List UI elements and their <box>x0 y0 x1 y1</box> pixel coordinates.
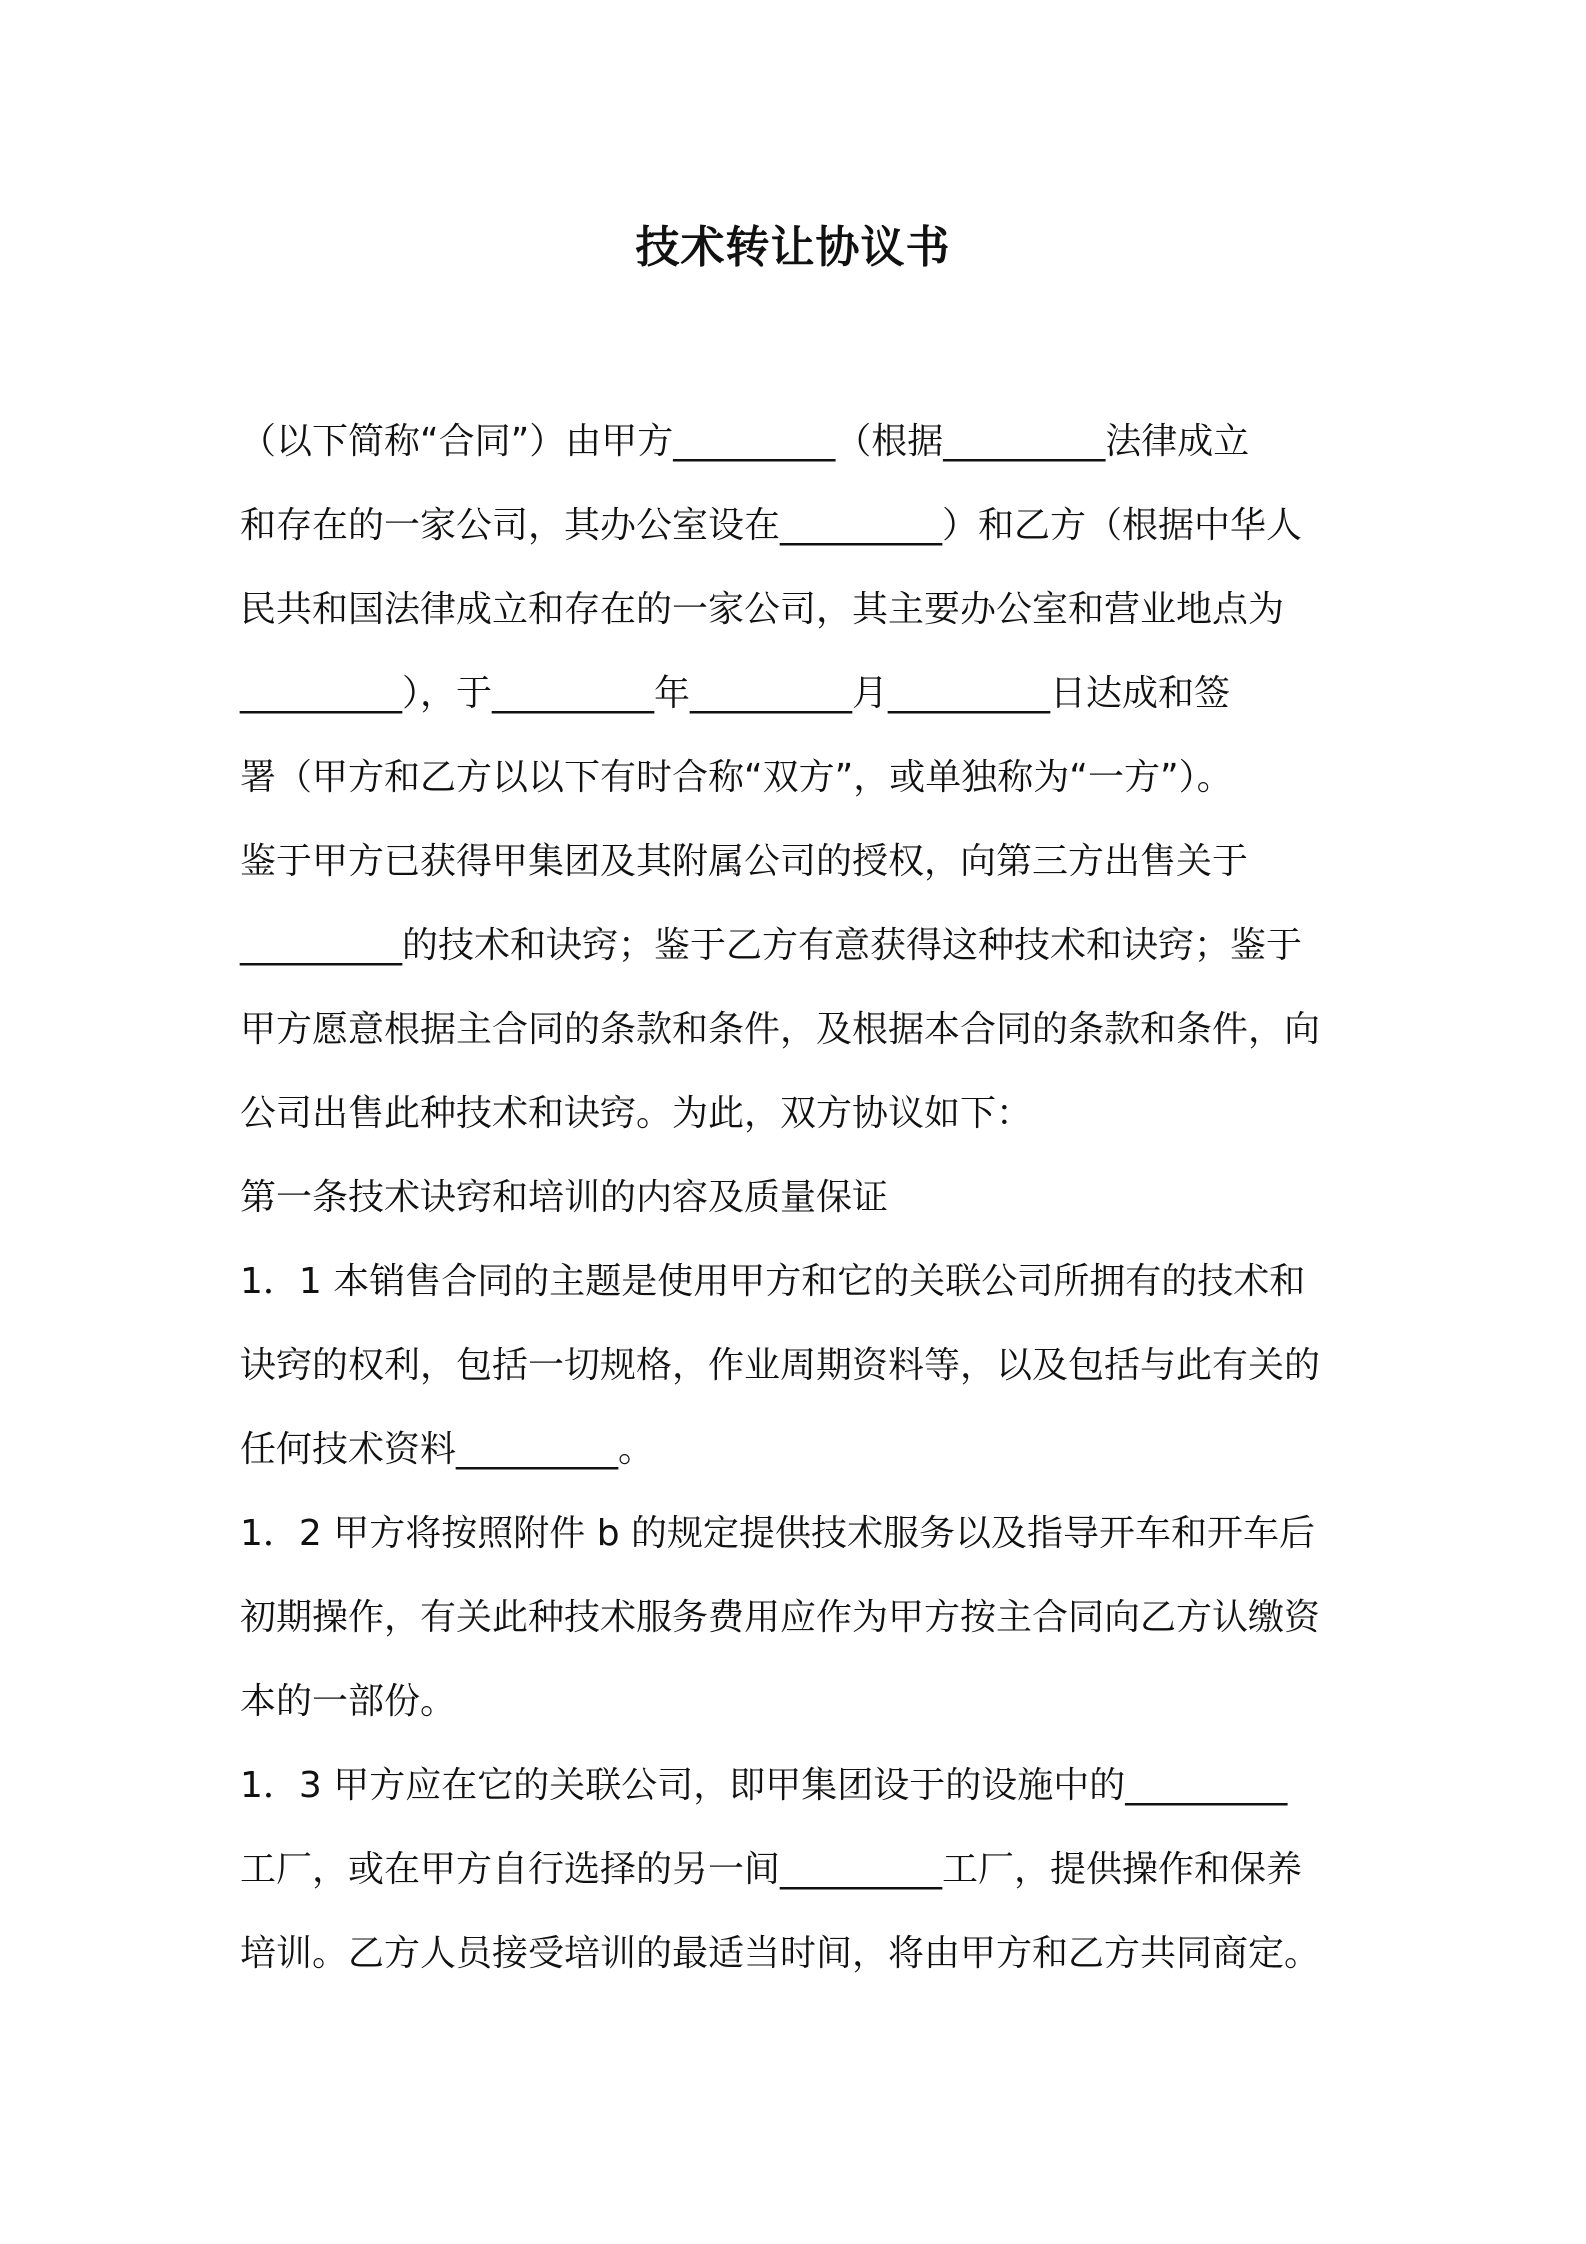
text-line: 鉴于甲方已获得甲集团及其附属公司的授权，向第三方出售关于 <box>240 841 1249 882</box>
text-line: 工厂，或在甲方自行选择的另一间_________工厂，提供操作和保养 <box>240 1849 1303 1890</box>
document-title: 技术转让协议书 <box>635 222 951 273</box>
text-line: 公司出售此种技术和诀窍。为此，双方协议如下： <box>240 1093 1033 1134</box>
text-line: _________的技术和诀窍；鉴于乙方有意获得这种技术和诀窍；鉴于 <box>240 925 1303 966</box>
section-heading: 第一条技术诀窍和培训的内容及质量保证 <box>240 1177 889 1218</box>
text-line: 1．3 甲方应在它的关联公司，即甲集团设于的设施中的_________ <box>240 1765 1288 1806</box>
text-line: 本的一部份。 <box>240 1681 457 1722</box>
text-line: 1．1 本销售合同的主题是使用甲方和它的关联公司所拥有的技术和 <box>240 1261 1306 1302</box>
text-line: 诀窍的权利，包括一切规格，作业周期资料等，以及包括与此有关的 <box>240 1345 1321 1386</box>
text-line: 初期操作，有关此种技术服务费用应作为甲方按主合同向乙方认缴资 <box>240 1597 1321 1638</box>
text-line: 培训。乙方人员接受培训的最适当时间，将由甲方和乙方共同商定。 <box>240 1933 1321 1974</box>
text-line: （以下简称“合同”）由甲方_________（根据_________法律成立 <box>240 421 1250 462</box>
text-line: 民共和国法律成立和存在的一家公司，其主要办公室和营业地点为 <box>240 589 1285 630</box>
text-line: 1．2 甲方将按照附件 b 的规定提供技术服务以及指导开车和开车后 <box>240 1513 1315 1554</box>
text-line: 署（甲方和乙方以以下有时合称“双方”，或单独称为“一方”）。 <box>240 757 1233 798</box>
text-line: 甲方愿意根据主合同的条款和条件，及根据本合同的条款和条件，向 <box>240 1009 1321 1050</box>
document-body <box>240 400 1356 1996</box>
text-line: 任何技术资料_________。 <box>240 1429 655 1470</box>
text-line: 和存在的一家公司，其办公室设在_________）和乙方（根据中华人 <box>240 505 1303 546</box>
text-line: _________），于_________年_________月_________日达成和签 <box>240 673 1231 714</box>
